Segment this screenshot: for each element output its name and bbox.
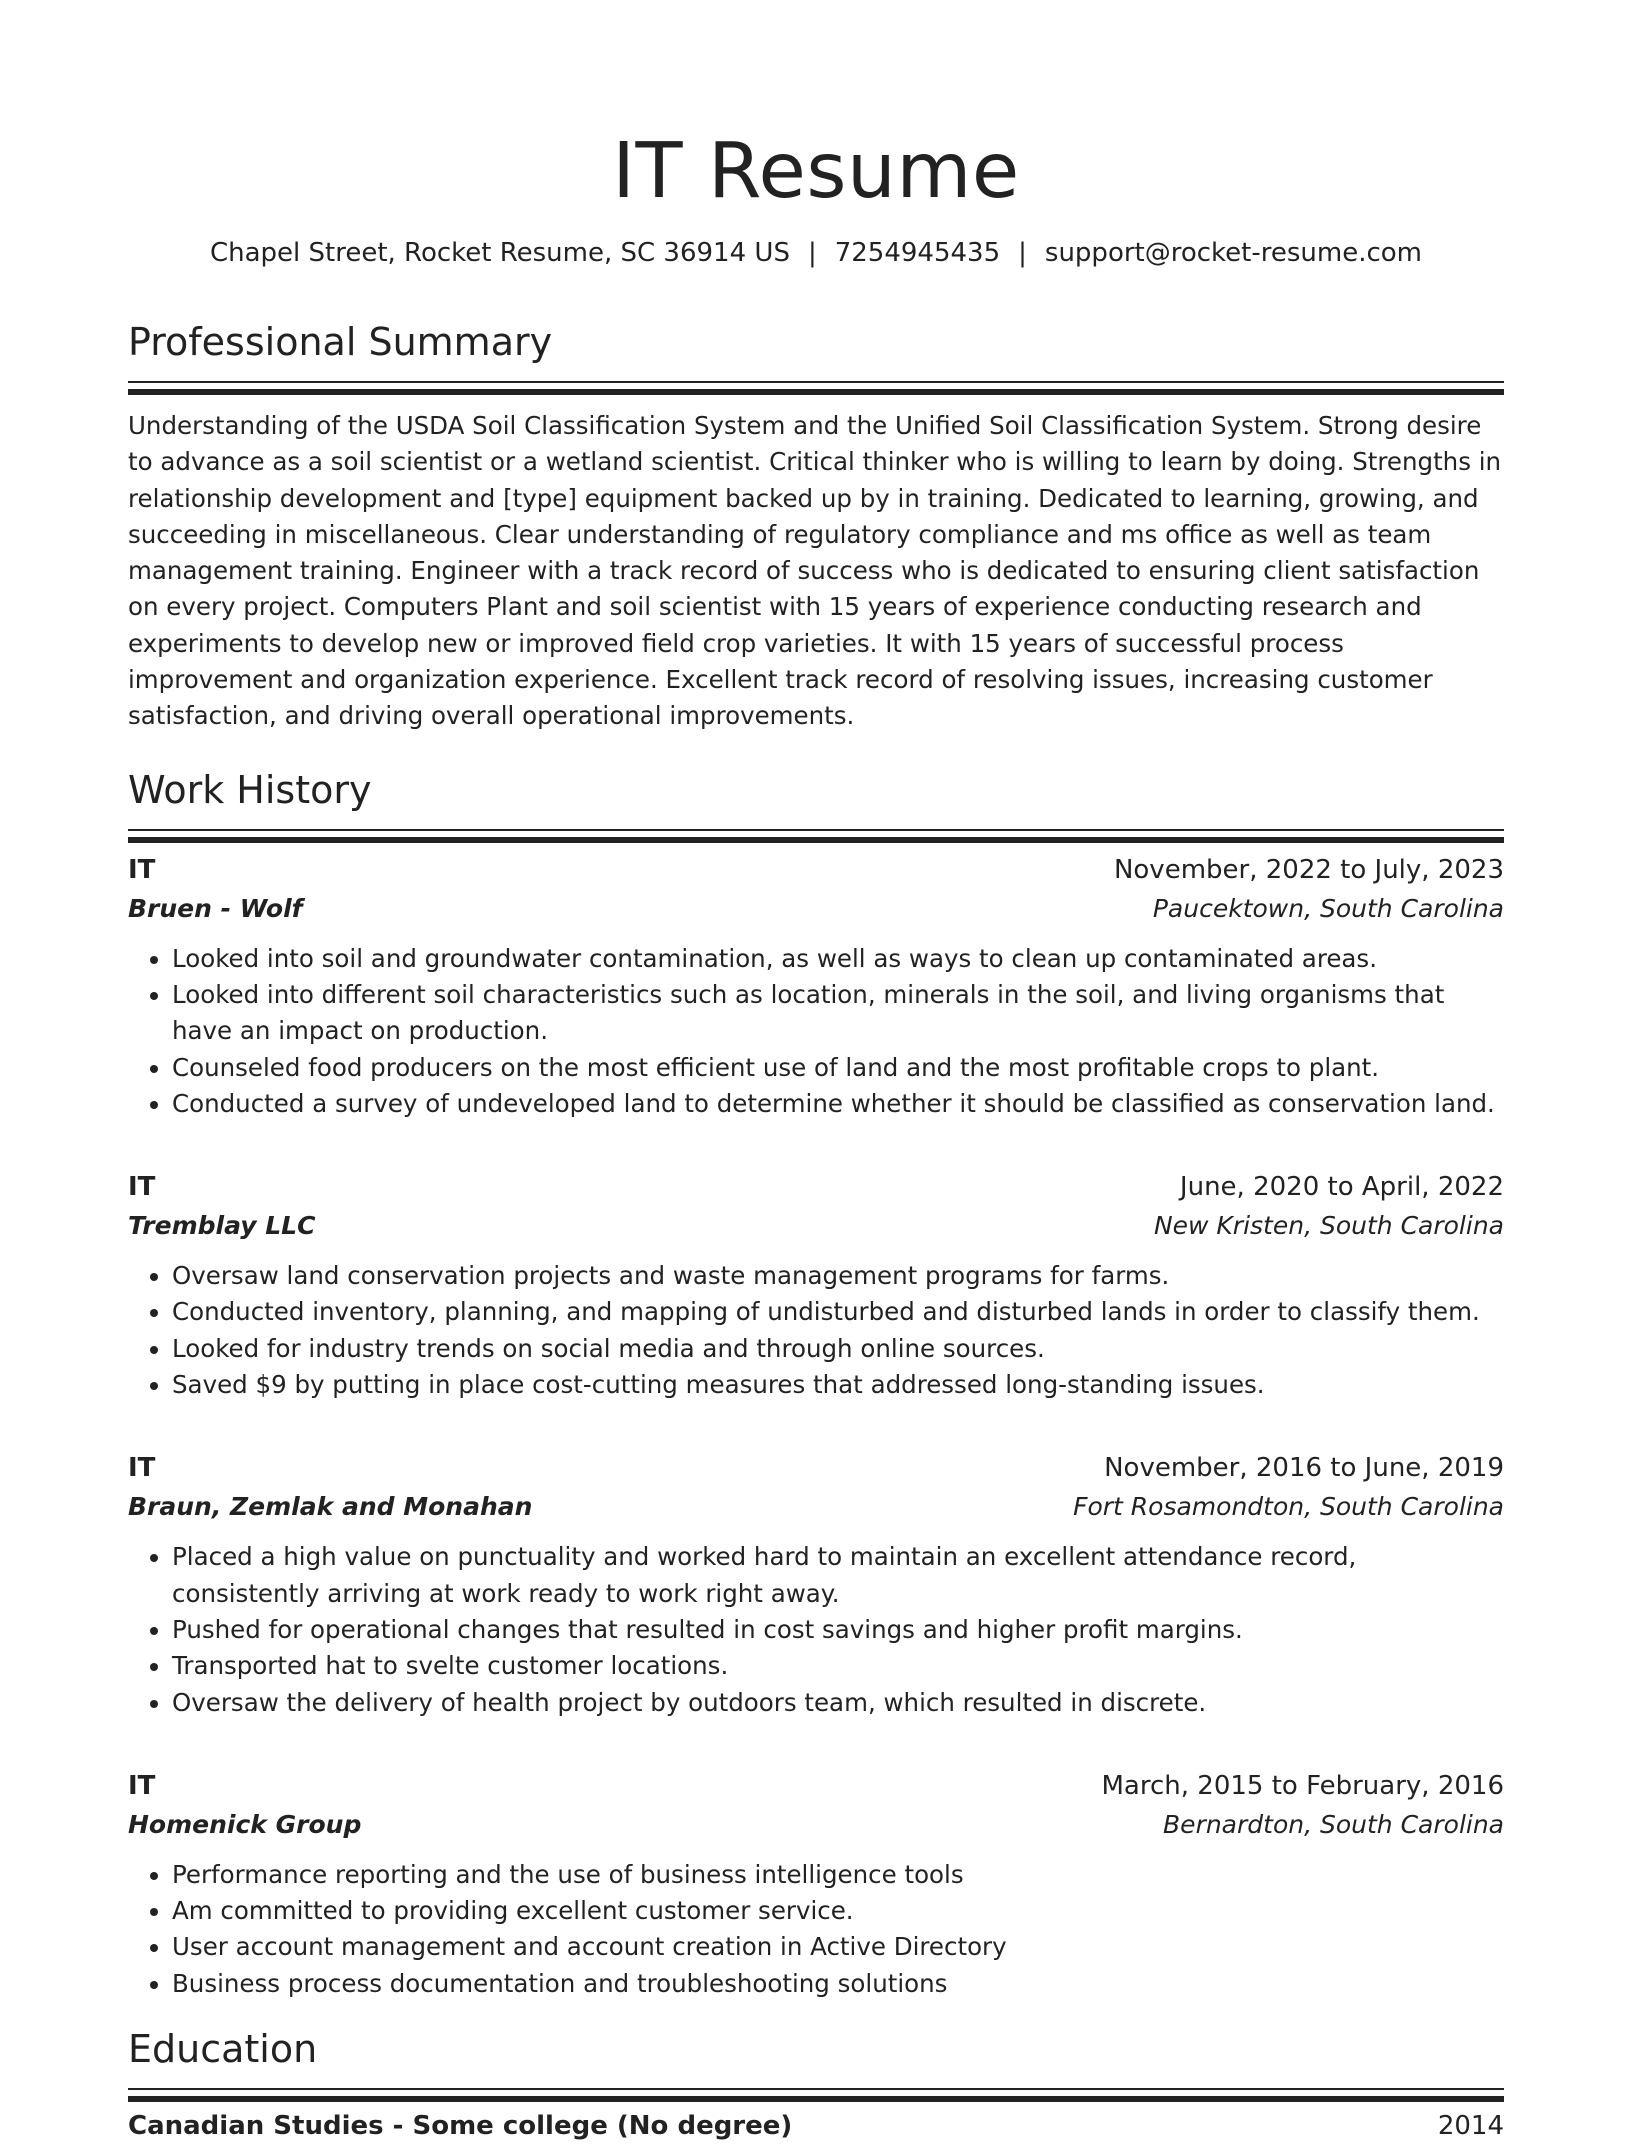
job-header-row <box>128 1168 1504 1206</box>
job-dates: November, 2016 to June, 2019 <box>1104 1453 1504 1484</box>
job-bullet-item: • Looked for industry trends on social media and through online sources. <box>172 1331 1504 1367</box>
job-bullets <box>128 1857 1504 2002</box>
resume-name: IT Resume <box>612 127 1020 216</box>
education-entry <box>128 2107 1504 2145</box>
job-bullet-item: • Am committed to providing excellent customer service. <box>172 1893 1504 1929</box>
section-divider <box>128 2088 1504 2090</box>
job-dates: June, 2020 to April, 2022 <box>1179 1172 1504 1203</box>
job-company-row <box>128 1805 1504 1845</box>
job-entry <box>128 1449 1504 1720</box>
job-list <box>128 851 1504 2002</box>
job-entry <box>128 1767 1504 2002</box>
contact-separator: | <box>1018 238 1027 268</box>
resume-page <box>128 0 1504 2145</box>
contact-phone: 7254945435 <box>834 238 1001 268</box>
job-bullet-item: • Performance reporting and the use of business intelligence tools <box>172 1857 1504 1893</box>
job-bullet-item: • Conducted a survey of undeveloped land to determine whether it should be classified as conservation land. <box>172 1086 1504 1122</box>
section-heading-work: Work History <box>128 767 372 812</box>
job-bullets <box>128 1258 1504 1403</box>
section-heading-education: Education <box>128 2027 318 2072</box>
contact-address: Chapel Street, Rocket Resume, SC 36914 US <box>209 238 790 268</box>
job-location: Fort Rosamondton, South Carolina <box>1073 1492 1504 1522</box>
job-company-row <box>128 1487 1504 1527</box>
job-company-row <box>128 889 1504 929</box>
section-divider <box>128 829 1504 831</box>
job-title: IT <box>128 1453 156 1484</box>
job-bullet-item: • Looked into different soil characteristics such as location, minerals in the soil, and living organisms that have an impact on production. <box>172 977 1504 1050</box>
job-bullet-item: • Oversaw the delivery of health project by outdoors team, which resulted in discrete. <box>172 1685 1504 1721</box>
section-divider <box>128 381 1504 383</box>
contact-email: support@rocket-resume.com <box>1044 238 1423 268</box>
professional-summary-section <box>128 317 1504 735</box>
job-bullet-item: • Transported hat to svelte customer locations. <box>172 1648 1504 1684</box>
job-bullets <box>128 1539 1504 1720</box>
job-bullet-item: • User account management and account creation in Active Directory <box>172 1929 1504 1965</box>
contact-line <box>128 235 1504 271</box>
job-location: Paucektown, South Carolina <box>1152 893 1504 923</box>
job-entry <box>128 1168 1504 1403</box>
job-bullet-item: • Saved $9 by putting in place cost-cutting measures that addressed long-standing issues. <box>172 1367 1504 1403</box>
education-section <box>128 2024 1504 2145</box>
work-history-section <box>128 765 1504 2002</box>
job-bullet-item: • Pushed for operational changes that resulted in cost savings and higher profit margins. <box>172 1612 1504 1648</box>
job-company: Braun, Zemlak and Monahan <box>128 1492 533 1522</box>
job-header-row <box>128 1449 1504 1487</box>
job-header-row <box>128 851 1504 889</box>
job-company: Tremblay LLC <box>128 1211 316 1241</box>
job-company: Homenick Group <box>128 1809 362 1839</box>
job-title: IT <box>128 854 156 885</box>
summary-text: Understanding of the USDA Soil Classification System and the Unified Soil Classification System. Strong desire to advance as a soil scientist or a wetland scientist. Critical thinker who is willing to learn by doing. Strengths in relationship development and [type] equipment backed up by in training. Dedicated to learning, growing, and succeeding in miscellaneous. Clear understanding of regulatory compliance and ms office as well as team management training. Engineer with a track record of success who is dedicated to ensuring client satisfaction on every project. Computers Plant and soil scientist with 15 years of experience conducting research and experiments to develop new or improved field crop varieties. It with 15 years of successful process improvement and organization experience. Excellent track record of resolving issues, increasing customer satisfaction, and driving overall operational improvements. <box>128 411 1502 731</box>
job-bullets <box>128 941 1504 1122</box>
job-title: IT <box>128 1770 156 1801</box>
job-company-row <box>128 1206 1504 1246</box>
job-bullet-item: • Placed a high value on punctuality and worked hard to maintain an excellent attendance record, consistently arriving at work ready to work right away. <box>172 1539 1504 1612</box>
job-bullet-item: • Oversaw land conservation projects and waste management programs for farms. <box>172 1258 1504 1294</box>
job-company: Bruen - Wolf <box>128 893 303 923</box>
education-degree: Canadian Studies - Some college (No degree) <box>128 2111 793 2142</box>
job-location: Bernardton, South Carolina <box>1163 1809 1504 1839</box>
contact-separator: | <box>807 238 817 268</box>
job-bullet-item: • Business process documentation and troubleshooting solutions <box>172 1966 1504 2002</box>
job-title: IT <box>128 1172 156 1203</box>
job-entry <box>128 851 1504 1122</box>
job-dates: November, 2022 to July, 2023 <box>1113 854 1504 885</box>
job-dates: March, 2015 to February, 2016 <box>1101 1770 1504 1801</box>
education-year: 2014 <box>1437 2111 1504 2142</box>
job-header-row <box>128 1767 1504 1805</box>
job-bullet-item: • Counseled food producers on the most efficient use of land and the most profitable crops to plant. <box>172 1050 1504 1086</box>
education-list <box>128 2107 1504 2145</box>
job-bullet-item: • Looked into soil and groundwater contamination, as well as ways to clean up contaminated areas. <box>172 941 1504 977</box>
job-bullet-item: • Conducted inventory, planning, and mapping of undisturbed and disturbed lands in order to classify them. <box>172 1294 1504 1330</box>
job-location: New Kristen, South Carolina <box>1153 1211 1504 1241</box>
section-heading-summary: Professional Summary <box>128 320 553 364</box>
